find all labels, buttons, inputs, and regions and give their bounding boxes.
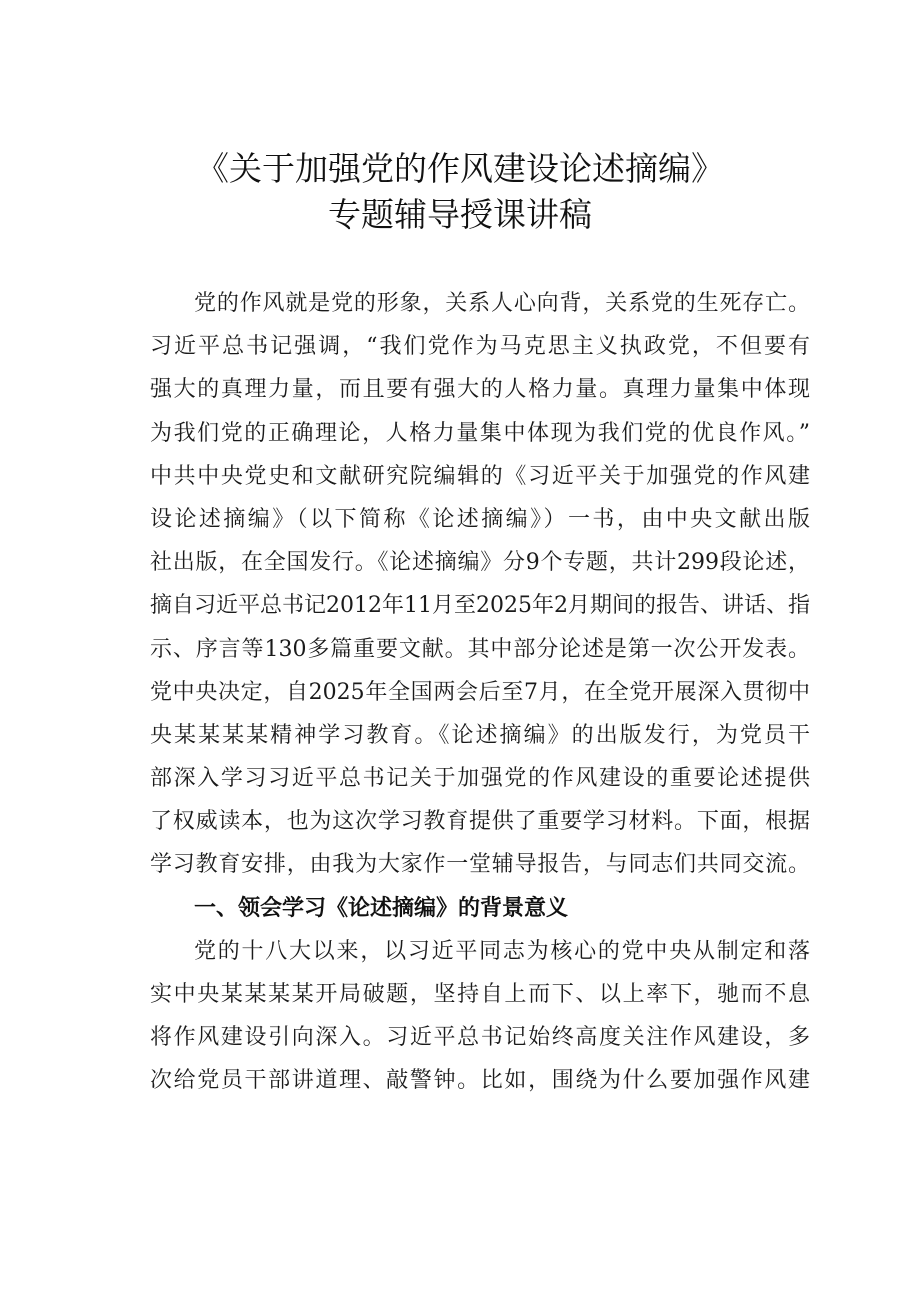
paragraph-line xyxy=(150,1059,810,1102)
title-line-2: 专题辅导授课讲稿 xyxy=(328,195,592,234)
line-text: 学习教育安排，由我为大家作一堂辅导报告，与同志们共同交流。 xyxy=(150,852,810,878)
line-text: 摘自习近平总书记2012年11月至2025年2月期间的报告、讲话、指 xyxy=(150,593,810,619)
line-text: 实中央某某某某开局破题，坚持自上而下、以上率下，驰而不息 xyxy=(150,982,810,1007)
paragraph-line xyxy=(150,584,810,627)
line-text: 示、序言等130多篇重要文献。其中部分论述是第一次公开发表。 xyxy=(150,636,810,662)
paragraph-line xyxy=(150,1016,810,1059)
line-text: 设论述摘编》（以下简称《论述摘编》）一书，由中央文献出版 xyxy=(150,506,810,532)
paragraph-line xyxy=(150,930,810,973)
line-text: 中共中央党史和文献研究院编辑的《习近平关于加强党的作风建 xyxy=(150,463,810,489)
paragraph-line xyxy=(150,368,810,411)
line-text: 了权威读本，也为这次学习教育提供了重要学习材料。下面，根据 xyxy=(150,809,810,835)
paragraph-line xyxy=(150,757,810,800)
line-text: 部深入学习习近平总书记关于加强党的作风建设的重要论述提供 xyxy=(150,766,810,792)
line-text: 次给党员干部讲道理、敲警钟。比如，围绕为什么要加强作风建 xyxy=(150,1068,810,1094)
paragraph-line xyxy=(150,628,810,671)
line-text: 党的作风就是党的形象，关系人心向背，关系党的生死存亡。 xyxy=(194,291,810,316)
paragraph-line xyxy=(150,800,810,843)
line-text: 党的十八大以来，以习近平同志为核心的党中央从制定和落 xyxy=(194,938,810,964)
section-heading: 一、领会学习《论述摘编》的背景意义 xyxy=(194,895,569,921)
paragraph-line xyxy=(150,541,810,584)
paragraph-line xyxy=(150,282,810,325)
paragraph-line xyxy=(150,498,810,541)
line-text: 党中央决定，自2025年全国两会后至7月，在全党开展深入贯彻中 xyxy=(150,679,810,705)
document-body xyxy=(150,282,810,1103)
paragraph-line xyxy=(150,714,810,757)
paragraph-line xyxy=(150,455,810,498)
paragraph-line xyxy=(150,325,810,368)
title-line-1: 《关于加强党的作风建设论述摘编》 xyxy=(196,149,724,188)
line-text: 社出版，在全国发行。《论述摘编》分9个专题，共计299段论述， xyxy=(150,550,810,576)
line-text: 央某某某某精神学习教育。《论述摘编》的出版发行，为党员干 xyxy=(150,722,810,748)
document-title xyxy=(0,146,920,238)
paragraph-line xyxy=(150,843,810,886)
paragraph-line xyxy=(150,671,810,714)
line-text: 将作风建设引向深入。习近平总书记始终高度关注作风建设，多 xyxy=(150,1025,810,1051)
line-text: 为我们党的正确理论，人格力量集中体现为我们党的优良作风。” xyxy=(150,420,810,446)
paragraph-line xyxy=(150,412,810,455)
line-text: 强大的真理力量，而且要有强大的人格力量。真理力量集中体现 xyxy=(150,377,810,403)
line-text: 习近平总书记强调，“我们党作为马克思主义执政党，不但要有 xyxy=(150,334,810,360)
paragraph-line xyxy=(150,973,810,1016)
